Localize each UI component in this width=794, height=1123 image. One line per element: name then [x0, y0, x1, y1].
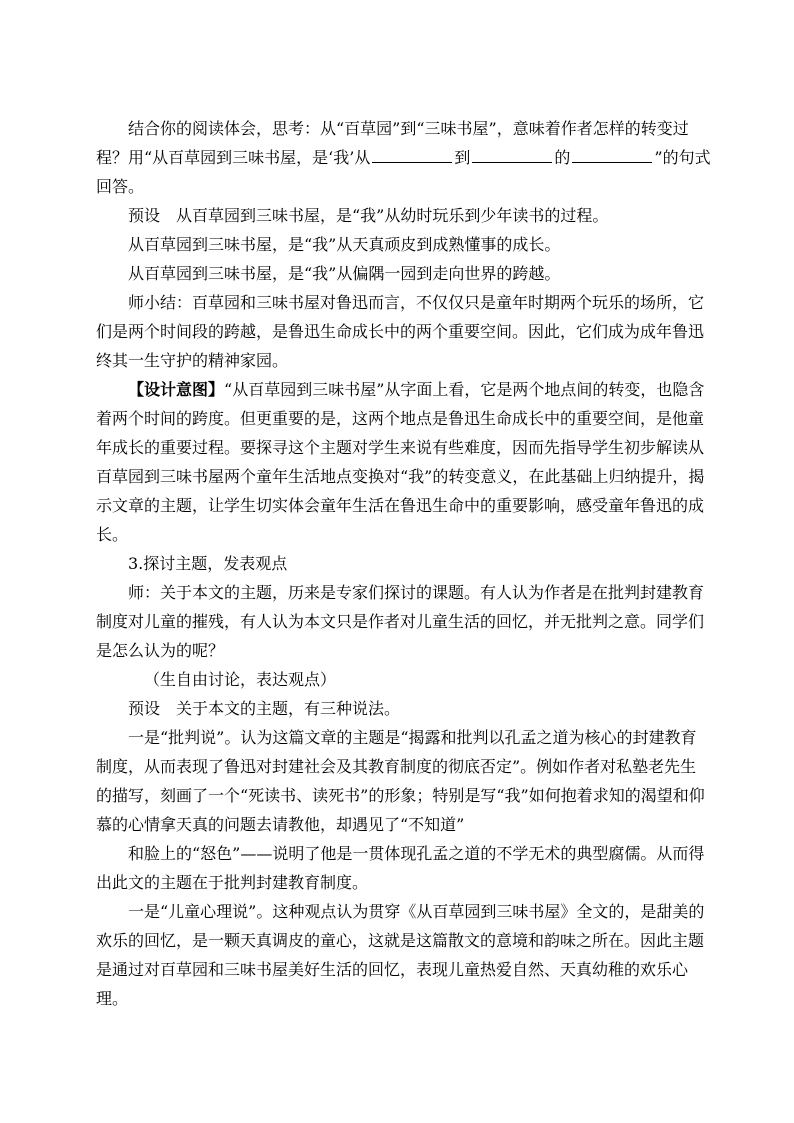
question-paragraph [96, 114, 711, 201]
teacher-summary: 师小结：百草园和三味书屋对鲁迅而言，不仅仅只是童年时期两个玩乐的场所，它们是两个时间段的跨越，是鲁迅生命成长中的两个重要空间。因此，它们成为成年鲁迅终其一生守护的精神家园。 [96, 293, 705, 370]
design-intent-text: “从百草园到三味书屋”从字面上看，它是两个地点间的转变，也隐含着两个时间的跨度。但更重要的是，这两个地点是鲁迅生命成长中的重要空间，是他童年成长的重要过程。要探寻这个主题对学生来说有些难度，因而先指导学生初步解读从百草园到三味书屋两个童年生活地点变换对“我”的转变意义，在此基础上归纳提升，揭示文章的主题，让学生切实体会童年生活在鲁迅生命中的重要影响，感受童年鲁迅的成长。 [96, 380, 705, 544]
question-text-1: 结合你的阅读体会，思考：从“百草园”到“三味书屋”，意味着作者怎样的转变过程？用“从百草园到三味书屋，是‘我’从 [96, 119, 689, 167]
question-text-2: 到 [454, 148, 471, 167]
view-child-psychology: 一是“儿童心理说”。这种观点认为贯穿《从百草园到三味书屋》全文的，是甜美的欢乐的回忆，是一颗天真调皮的童心，这就是这篇散文的意境和韵味之所在。因此主题是通过对百草园和三味书屋美好生活的回忆，表现儿童热爱自然、天真幼稚的欢乐心理。 [96, 902, 705, 1008]
student-discussion: （生自由讨论，表达观点） [144, 670, 337, 689]
preset-paragraph-2: 从百草园到三味书屋，是“我”从天真顽皮到成熟懂事的成长。 [128, 235, 561, 254]
design-intent-paragraph [96, 375, 711, 549]
question-text-3: 的 [554, 148, 571, 167]
preset-paragraph-1: 预设 从百草园到三味书屋，是“我”从幼时玩乐到少年读书的过程。 [128, 206, 609, 225]
preset-paragraph-3: 从百草园到三味书屋，是“我”从偏隅一园到走向世界的跨越。 [128, 264, 561, 283]
teacher-question: 师：关于本文的主题，历来是专家们探讨的课题。有人认为作者是在批判封建教育制度对儿童的摧残，有人认为本文只是作者对儿童生活的回忆，并无批判之意。同学们是怎么认为的呢？ [96, 583, 705, 660]
view-critique: 一是“批判说”。认为这篇文章的主题是“揭露和批判以孔孟之道为核心的封建教育制度，从而表现了鲁迅对封建社会及其教育制度的彻底否定”。例如作者对私塾老先生的描写，刻画了一个“死读书、读死书”的形象；特别是写“我”如何抱着求知的渴望和仰慕的心情拿天真的问题去请教他，却遇见了“不知道” [96, 728, 705, 834]
view-critique-continued: 和脸上的“怒色”——说明了他是一贯体现孔孟之道的不学无术的典型腐儒。从而得出此文的主题在于批判封建教育制度。 [96, 844, 705, 892]
question-text-4: ”的句式回答。 [96, 148, 711, 196]
section-heading: 3.探讨主题，发表观点 [128, 554, 288, 573]
answer-blank-2[interactable] [472, 146, 552, 163]
answer-blank-1[interactable] [372, 146, 452, 163]
answer-blank-3[interactable] [572, 146, 652, 163]
document-page [96, 114, 711, 1013]
preset-paragraph-4: 预设 关于本文的主题，有三种说法。 [128, 699, 401, 718]
design-intent-label: 【设计意图】 [128, 380, 225, 399]
